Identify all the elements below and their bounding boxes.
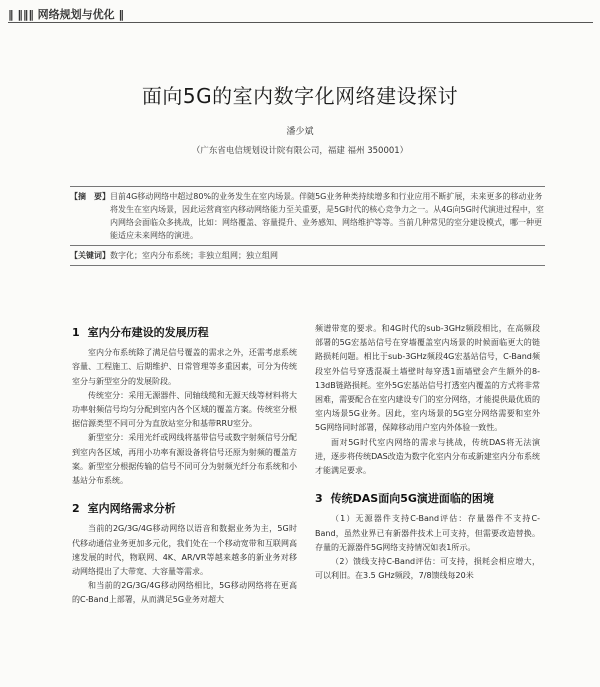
section-1-paragraph-1: 室内分布系统除了满足信号覆盖的需求之外，还需考虑系统容量、工程施工、后期维护、日常管理等多重因素，可分为传统室分与新型室分的发展阶段。 <box>72 348 297 386</box>
section-gap <box>72 488 297 498</box>
section-3-paragraph-2: （2）馈线支持C-Band评估：可支持，损耗会相应增大，可以利旧。在3.5 GHz频段，7/8馈线每20米 <box>315 557 540 581</box>
abstract-text: 目前4G移动网络中超过80%的业务发生在室内场景。伴随5G业务种类持续增多和行业应用不断扩展，未来更多的移动业务将发生在室内场景，因此运营商室内移动网络能力至关重要，是5G时代的核心竞争力之一。从4G向5G时代演进过程中，室内网络会面临众多挑战，比如：网络覆盖、容量提升、业务感知、网络维护等等。当前几种常见的室分建设模式，哪一种更能适应未来网络的演进。 <box>110 192 544 240</box>
header-rule <box>8 22 593 23</box>
keywords-row <box>70 249 545 262</box>
left-column <box>72 322 297 608</box>
author: 潘少斌 <box>286 127 314 137</box>
affiliation: （广东省电信规划设计院有限公司，福建 福州 350001） <box>191 146 409 156</box>
right-column <box>315 322 540 583</box>
right-paragraph-1: 频谱带宽的要求。和4G时代的sub-3GHz频段相比，在高频段部署的5G宏基站信号在穿墙覆盖室内场景的时候面临更大的链路损耗问题。相比于sub-3GHz频段4G宏基站信号，C-Band频段室外信号穿透混凝土墙壁时每穿透1面墙壁会产生额外的8-13dB链路损耗。室外5G宏基站信号打透室内覆盖的方式将非常困难，需要配合在室内建设专门的室分网络，才能提供最优质的室内场景5G业务。因此，室内场景的5G室分网络需要和室外5G网络同时部署，保障移动用户室内外体验一致性。 <box>315 324 540 433</box>
keywords-label: 【关键词】 <box>70 251 110 260</box>
section-3-number: 3 <box>315 492 323 506</box>
section-2-title: 室内网络需求分析 <box>87 502 176 516</box>
section-1-heading <box>72 326 297 340</box>
section-3-paragraph-1: （1）无源器件支持C-Band评估：存量器件不支持C-Band，虽然业界已有新器件技术上可支持，但需要改造替换。存量的无源器件5G网络支持情况如表1所示。 <box>315 514 540 552</box>
right-paragraph-2: 面对5G时代室内网络的需求与挑战，传统DAS将无法演进，逐步将传统DAS改造为数字化室内分布或新建室内分布系统才能满足要求。 <box>315 437 540 476</box>
section-3-heading <box>315 492 540 506</box>
abstract-mid-rule <box>70 245 545 246</box>
abstract-row <box>70 190 545 242</box>
section-1-number: 1 <box>72 326 80 339</box>
abstract-label: 【摘 要】 <box>70 192 110 201</box>
abstract-box <box>70 183 545 269</box>
section-1-paragraph-2: 传统室分：采用无源器件、同轴线缆和无源天线等材料将大功率射频信号均匀分配到室内各个区域的覆盖方案。传统室分根据信源类型不同可分为直放站室分和基带RRU室分。 <box>72 390 297 429</box>
section-2-paragraph-2: 和当前的2G/3G/4G移动网络相比，5G移动网络将在更高的C-Band上部署，从而满足5G业务对超大 <box>72 581 297 605</box>
section-3-title: 传统DAS面向5G演进面临的困境 <box>330 492 494 506</box>
keywords-text: 数字化；室内分布系统；非独立组网；独立组网 <box>110 251 278 260</box>
paper-title: 面向5G的室内数字化网络建设探讨 <box>141 84 459 108</box>
section-gap <box>315 478 540 488</box>
section-1-title: 室内分布建设的发展历程 <box>87 326 209 339</box>
section-2-number: 2 <box>72 502 80 516</box>
section-2-heading <box>72 502 297 516</box>
abstract-bottom-rule <box>70 265 545 266</box>
section-2-paragraph-1: 当前的2G/3G/4G移动网络以语音和数据业务为主，5G时代移动通信业务更加多元化，我们处在一个移动宽带和互联网高速发展的时代，物联网、4K、AR/VR等越来越多的新业务对移动网络提出了大带宽、大容量等需求。 <box>72 524 297 577</box>
section-1-paragraph-3: 新型室分：采用光纤或网线将基带信号或数字射频信号分配到室内各区域，再用小功率有源设备将信号还原为射频的覆盖方案。新型室分根据传输的信号不同可分为射频光纤分布系统和小基站分布系统。 <box>72 433 297 486</box>
running-header: ‖ ‖‖‖ 网络规划与优化 ‖ <box>8 8 124 21</box>
abstract-top-rule <box>70 186 545 187</box>
